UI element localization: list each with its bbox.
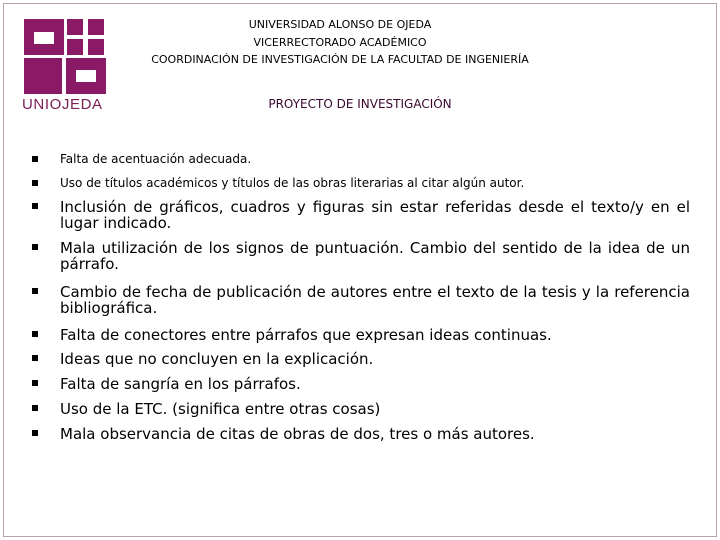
list-item-text: Cambio de fecha de publicación de autores entre el texto de la tesis y la referencia bibliográfica. [60,283,690,317]
list-item-text: Mala observancia de citas de obras de dos, tres o más autores. [60,425,535,443]
bullet-marker [32,376,40,389]
bullet-marker [32,351,40,364]
bullet-marker [32,327,40,340]
list-item-text: Ideas que no concluyen en la explicación. [60,350,374,368]
university-name: UNIVERSIDAD ALONSO DE OJEDA [248,18,432,31]
list-item-text: Uso de títulos académicos y títulos de las obras literarias al citar algún autor. [60,176,525,190]
page-subtitle: PROYECTO DE INVESTIGACIÓN [268,97,452,111]
list-item-text: Inclusión de gráficos, cuadros y figuras sin estar referidas desde el texto/y en el lugar indicado. [60,198,690,232]
list-item-text: Falta de sangría en los párrafos. [60,375,301,393]
bullet-marker [32,152,40,165]
list-item-text: Falta de conectores entre párrafos que expresan ideas continuas. [60,326,552,344]
vicerrectorado-name: VICERRECTORADO ACADÉMICO [253,36,427,49]
coordinacion-name: COORDINACIÓN DE INVESTIGACIÓN DE LA FACULTAD DE INGENIERÍA [151,53,529,66]
bullet-marker [32,176,40,189]
bullet-marker [32,401,40,414]
bullet-marker [32,284,40,297]
list-item-text: Mala utilización de los signos de puntuación. Cambio del sentido de la idea de un párrafo. [60,239,690,273]
logo-wordmark: UNIOJEDA [22,96,103,113]
bullet-marker [32,426,40,439]
bullet-marker [32,240,40,253]
list-item-text: Uso de la ETC. (significa entre otras cosas) [60,400,381,418]
bullet-marker [32,199,40,212]
list-item-text: Falta de acentuación adecuada. [60,152,252,166]
